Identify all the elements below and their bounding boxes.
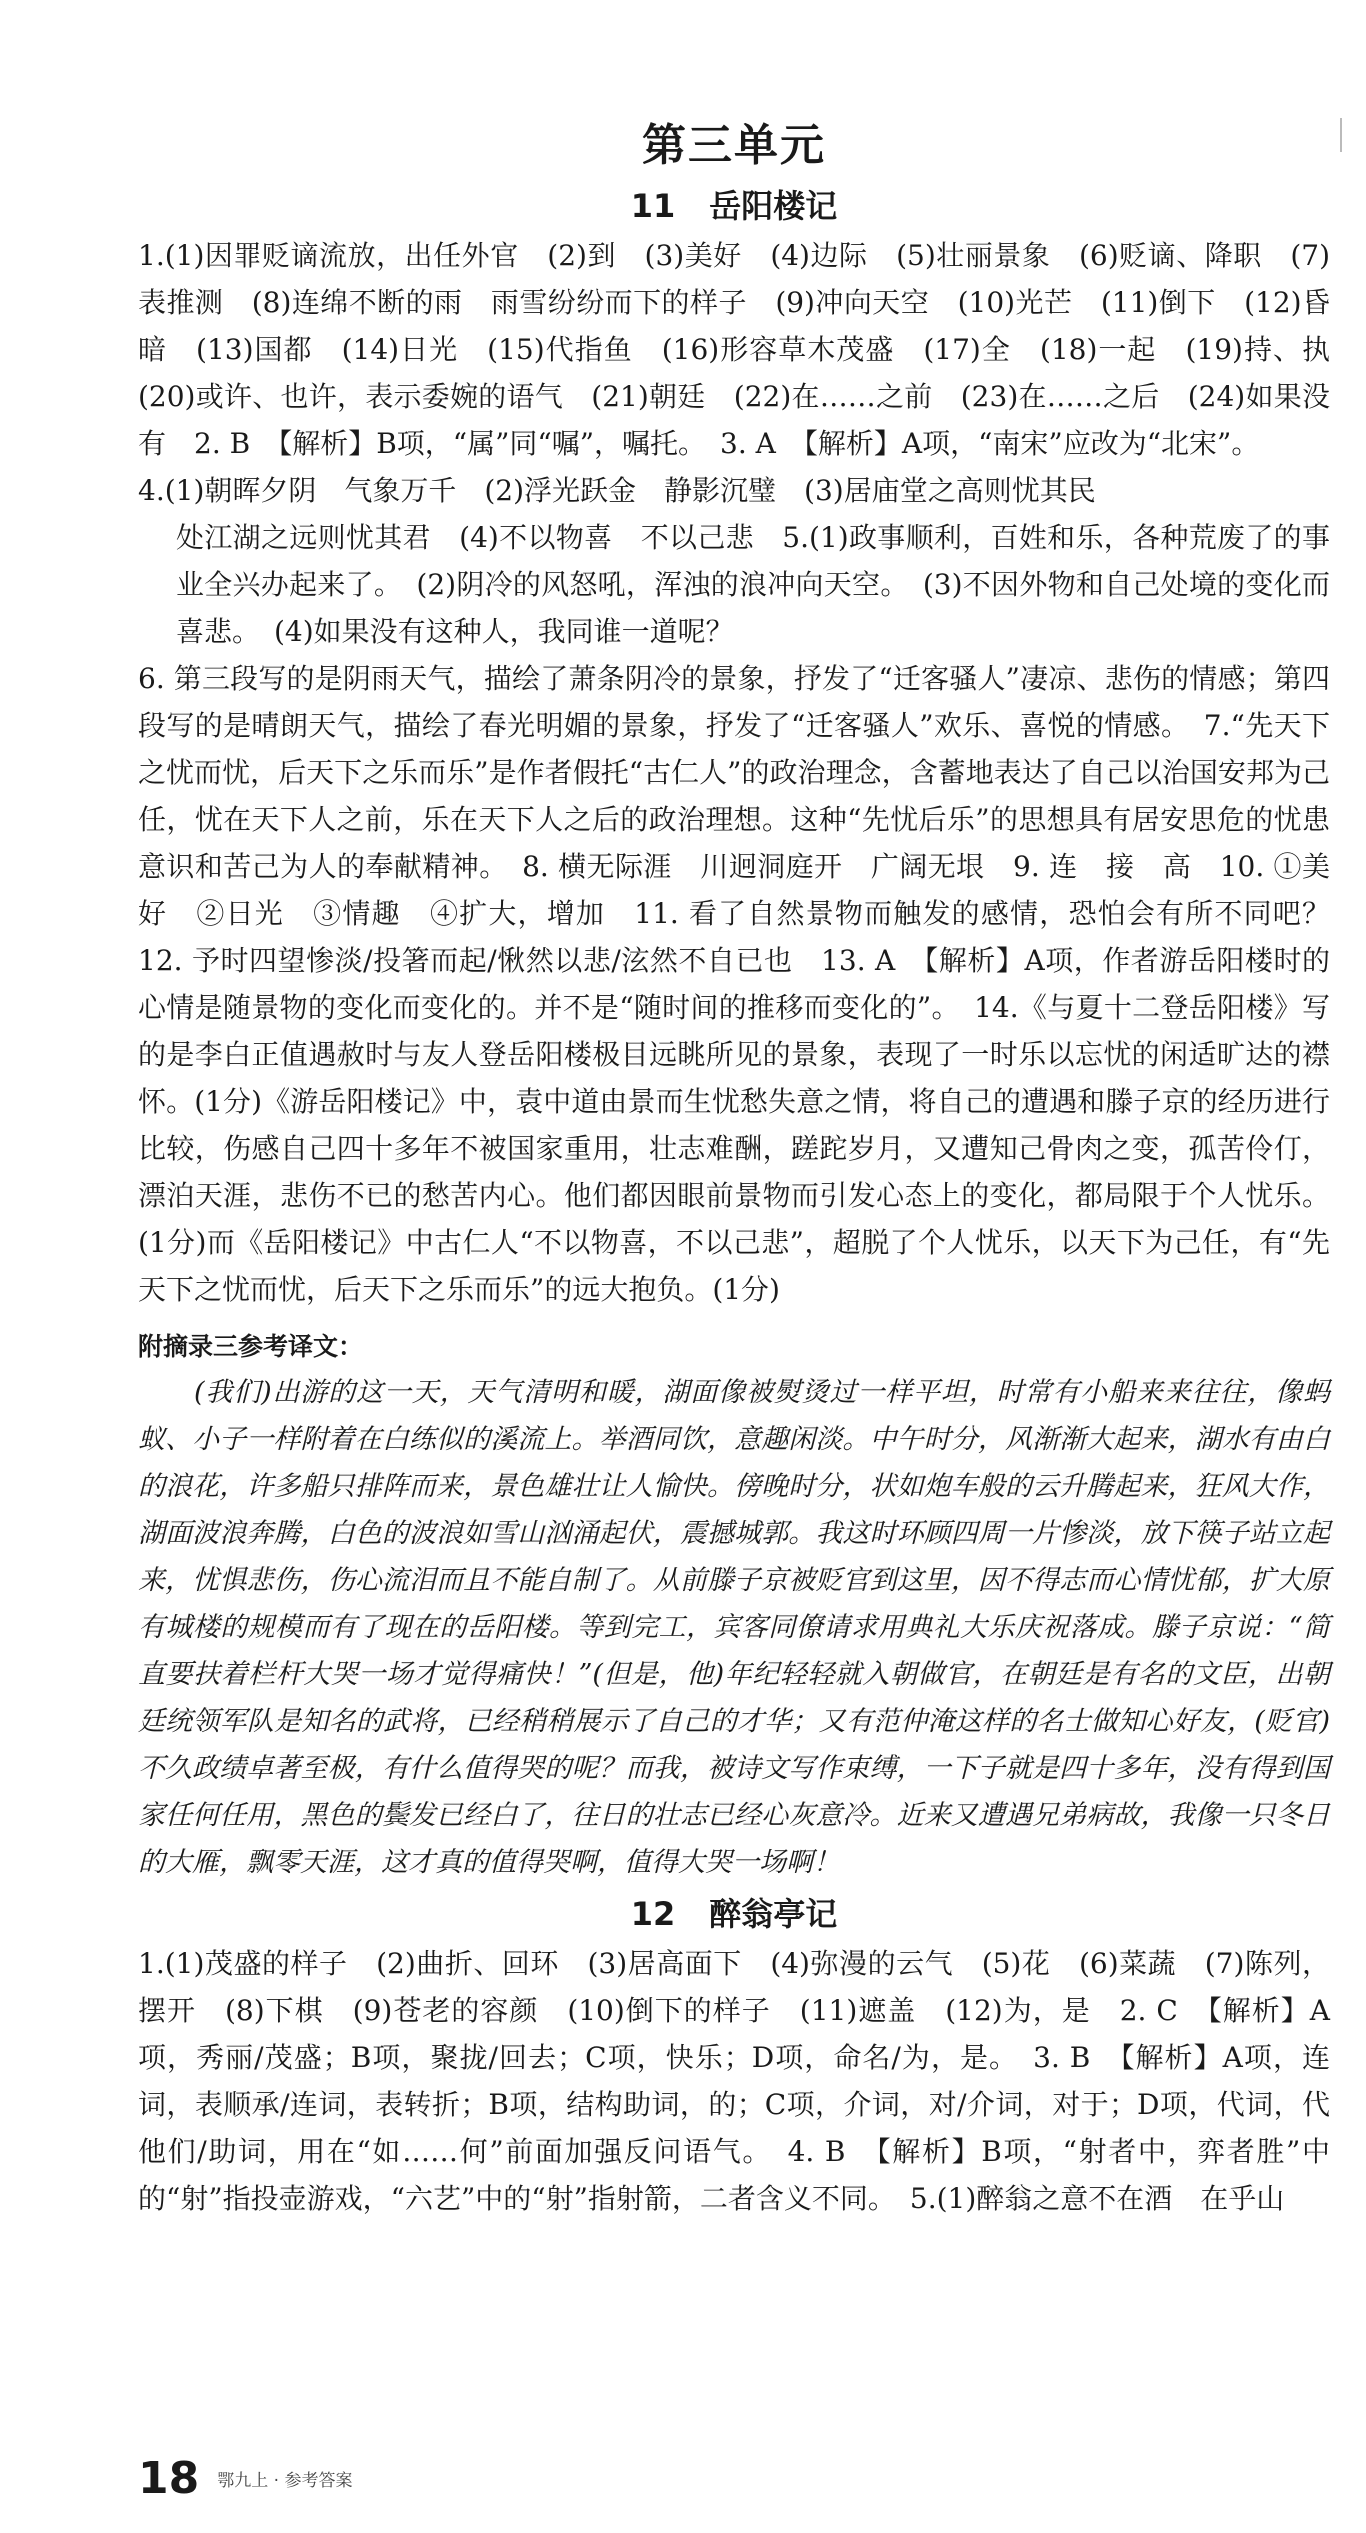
appendix-title: 附摘录三参考译文： <box>138 1332 364 1361</box>
reference-translation: (我们)出游的这一天，天气清明和暖，湖面像被熨烫过一样平坦，时常有小船来来往往，像蚂蚁、小子一样附着在白练似的溪流上。举酒同饮，意趣闲淡。中午时分，风渐渐大起来，湖水有由白的浪花，许多船只排阵而来，景色雄壮让人愉快。傍晚时分，状如炮车般的云升腾起来，狂风大作，湖面波浪奔腾，白色的波浪如雪山汹涌起伏，震撼城郭。我这时环顾四周一片惨淡，放下筷子站立起来，忧惧悲伤，伤心流泪而且不能自制了。从前滕子京被贬官到这里，因不得志而心情忧郁，扩大原有城楼的规模而有了现在的岳阳楼。等到完工，宾客同僚请求用典礼大乐庆祝落成。滕子京说：“简直要扶着栏杆大哭一场才觉得痛快！”(但是，他)年纪轻轻就入朝做官，在朝廷是有名的文臣，出朝廷统领军队是知名的武将，已经稍稍展示了自己的才华；又有范仲淹这样的名士做知心好友，(贬官)不久政绩卓著至极，有什么值得哭的呢？而我，被诗文写作束缚，一下子就是四十多年，没有得到国家任何任用，黑色的鬓发已经白了，往日的壮志已经心灰意冷。近来又遭遇兄弟病故，我像一只冬日的大雁，飘零天涯，这才真的值得哭啊，值得大哭一场啊！ <box>138 1377 1330 1878</box>
answer-paragraph: 1.(1)茂盛的样子 (2)曲折、回环 (3)居高面下 (4)弥漫的云气 (5)花 (6)菜蔬 (7)陈列，摆开 (8)下棋 (9)苍老的容颜 (10)倒下的样子 (11)遮盖 (12)为，是 2. C 【解析】A项，秀丽/茂盛；B项，聚拢/回去；C项，快乐；D项，命名/为，是。 3. B 【解析】A项，连词，表顺承/连词，表转折；B项，结构助词，的；C项，介词，对/介词，对于；D项，代词，代他们/助词，用在“如……何”前面加强反问语气。 4. B 【解析】B项，“射者中，弈者胜”中的“射”指投壶游戏，“六艺”中的“射”指射箭，二者含义不同。 5.(1)醉翁之意不在酒 在乎山 <box>138 1947 1330 2215</box>
lesson-11-number: 11 <box>630 187 676 225</box>
lesson-12-heading <box>138 1892 1330 1936</box>
lesson-11-title: 岳阳楼记 <box>709 187 838 225</box>
footer-text: 鄂九上 · 参考答案 <box>217 2470 353 2491</box>
unit-title: 第三单元 <box>642 120 826 171</box>
lesson-11-heading <box>138 184 1330 228</box>
lesson-12-title: 醉翁亭记 <box>709 1895 838 1933</box>
answer-paragraph: 1.(1)因罪贬谪流放，出任外官 (2)到 (3)美好 (4)边际 (5)壮丽景象 (6)贬谪、降职 (7)表推测 (8)连绵不断的雨 雨雪纷纷而下的样子 (9)冲向天空 (10)光芒 (11)倒下 (12)昏暗 (13)国都 (14)日光 (15)代指鱼 (16)形容草木茂盛 (17)全 (18)一起 (19)持、执 (20)或许、也许，表示委婉的语气 (21)朝廷 (22)在……之前 (23)在……之后 (24)如果没有 2. B 【解析】B项，“属”同“嘱”，嘱托。 3. A 【解析】A项，“南宋”应改为“北宋”。 <box>138 239 1359 460</box>
lesson-12-number: 12 <box>630 1895 676 1933</box>
page-content <box>138 118 1359 2222</box>
answer-paragraph: 4.(1)朝晖夕阴 气象万千 (2)浮光跃金 静影沉璧 (3)居庙堂之高则忧其民 <box>138 474 1096 507</box>
page-footer <box>138 2448 352 2508</box>
margin-rule <box>1340 118 1342 152</box>
lesson-11-answers <box>138 232 1359 1313</box>
answer-paragraph: 处江湖之远则忧其君 (4)不以物喜 不以己悲 5.(1)政事顺利，百姓和乐，各种荒废了的事业全兴办起来了。 (2)阴冷的风怒吼，浑浊的浪冲向天空。 (3)不因外物和自己处境的变化而喜悲。 (4)如果没有这种人，我同谁一道呢？ <box>176 521 1330 648</box>
page-number: 18 <box>138 2452 200 2504</box>
lesson-12-answers <box>138 1940 1330 2222</box>
answer-paragraph: 6. 第三段写的是阴雨天气，描绘了萧条阴冷的景象，抒发了“迁客骚人”凄凉、悲伤的情感；第四段写的是晴朗天气，描绘了春光明媚的景象，抒发了“迁客骚人”欢乐、喜悦的情感。 7.“先天下之忧而忧，后天下之乐而乐”是作者假托“古仁人”的政治理念，含蓄地表达了自己以治国安邦为己任，忧在天下人之前，乐在天下人之后的政治理想。这种“先忧后乐”的思想具有居安思危的忧患意识和苦己为人的奉献精神。 8. 横无际涯 川迥洞庭开 广阔无垠 9. 连 接 高 10. ①美好 ②日光 ③情趣 ④扩大，增加 11. 看了自然景物而触发的感情，恐怕会有所不同吧？ 12. 予时四望惨淡/投箸而起/愀然以悲/泫然不自已也 13. A 【解析】A项，作者游岳阳楼时的心情是随景物的变化而变化的。并不是“随时间的推移而变化的”。 14.《与夏十二登岳阳楼》写的是李白正值遇赦时与友人登岳阳楼极目远眺所见的景象，表现了一时乐以忘忧的闲适旷达的襟怀。(1分)《游岳阳楼记》中，袁中道由景而生忧愁失意之情，将自己的遭遇和滕子京的经历进行比较，伤感自己四十多年不被国家重用，壮志难酬，蹉跎岁月，又遭知己骨肉之变，孤苦伶仃，漂泊天涯，悲伤不已的愁苦内心。他们都因眼前景物而引发心态上的变化，都局限于个人忧乐。(1分)而《岳阳楼记》中古仁人“不以物喜，不以己悲”，超脱了个人忧乐，以天下为己任，有“先天下之忧而忧，后天下之乐而乐”的远大抱负。(1分) <box>138 662 1359 1306</box>
